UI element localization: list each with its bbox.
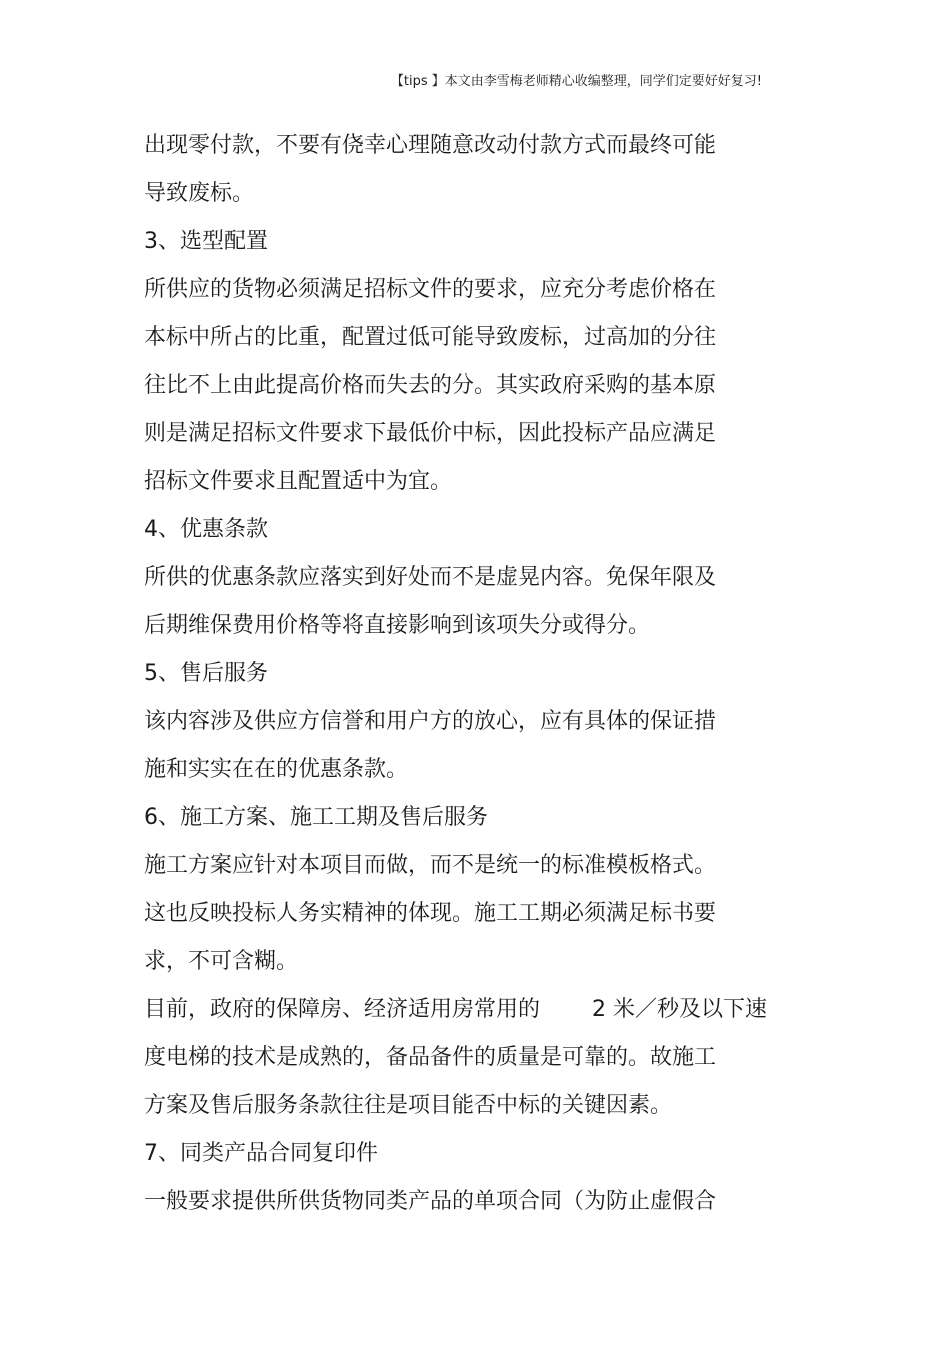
document-body — [144, 122, 804, 1226]
section-heading: 4、优惠条款 — [144, 517, 268, 542]
text-line: 方案及售后服务条款往往是项目能否中标的关键因素。 — [144, 1093, 673, 1118]
text-line: 则是满足招标文件要求下最低价中标，因此投标产品应满足 — [144, 421, 717, 446]
section-heading: 3、选型配置 — [144, 229, 268, 254]
text-line: 度电梯的技术是成熟的，备品备件的质量是可靠的。故施工 — [144, 1045, 717, 1070]
text-line: 往比不上由此提高价格而失去的分。其实政府采购的基本原 — [144, 373, 717, 398]
section-heading: 7、同类产品合同复印件 — [144, 1141, 378, 1166]
text-line: 求，不可含糊。 — [144, 949, 299, 974]
split-line-left: 目前，政府的保障房、经济适用房常用的 — [144, 997, 541, 1022]
text-line: 出现零付款，不要有侥幸心理随意改动付款方式而最终可能 — [144, 133, 717, 158]
text-line: 该内容涉及供应方信誉和用户方的放心，应有具体的保证措 — [144, 709, 717, 734]
text-line: 后期维保费用价格等将直接影响到该项失分或得分。 — [144, 613, 651, 638]
text-line: 导致废标。 — [144, 181, 255, 206]
text-line: 一般要求提供所供货物同类产品的单项合同（为防止虚假合 — [144, 1189, 717, 1214]
split-line-right: 2 米／秒及以下速 — [592, 997, 768, 1022]
section-heading: 6、施工方案、施工工期及售后服务 — [144, 805, 488, 830]
text-line: 招标文件要求且配置适中为宜。 — [144, 469, 453, 494]
section-heading: 5、售后服务 — [144, 661, 268, 686]
header-note: 【tips 】本文由李雪梅老师精心收编整理，同学们定要好好复习! — [390, 74, 762, 89]
text-line: 施和实实在在的优惠条款。 — [144, 757, 409, 782]
split-text-line — [144, 986, 804, 1034]
text-line: 所供的优惠条款应落实到好处而不是虚晃内容。免保年限及 — [144, 565, 717, 590]
text-line: 这也反映投标人务实精神的体现。施工工期必须满足标书要 — [144, 901, 717, 926]
text-line: 所供应的货物必须满足招标文件的要求，应充分考虑价格在 — [144, 277, 717, 302]
text-line: 本标中所占的比重，配置过低可能导致废标，过高加的分往 — [144, 325, 717, 350]
text-line: 施工方案应针对本项目而做，而不是统一的标准模板格式。 — [144, 853, 717, 878]
